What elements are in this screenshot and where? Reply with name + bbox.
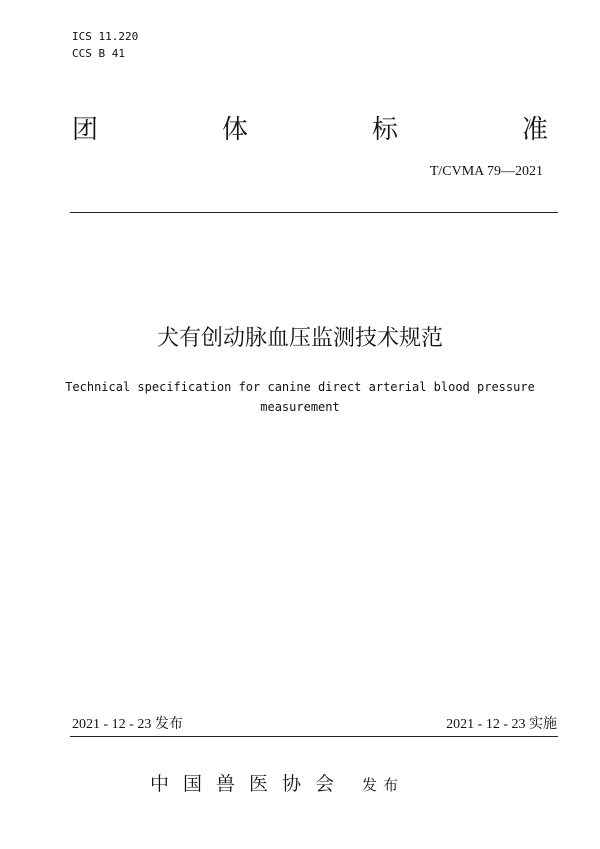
issuer-block <box>150 771 404 798</box>
title-char: 标 <box>371 115 398 145</box>
title-char: 团 <box>72 115 99 145</box>
document-title-en <box>40 377 560 417</box>
document-title-cn: 犬有创动脉血压监测技术规范 <box>156 326 443 351</box>
implementation-date: 2021 - 12 - 23 实施 <box>446 717 557 732</box>
ics-code: ICS 11.220 <box>72 30 139 43</box>
issuer-name: 中国兽医协会 <box>150 773 349 795</box>
ccs-code: CCS B 41 <box>72 47 125 60</box>
standard-type-title <box>72 113 548 147</box>
title-char: 体 <box>221 115 248 145</box>
issue-label: 发布 <box>362 776 405 794</box>
standard-code: T/CVMA 79—2021 <box>429 164 543 179</box>
issue-date: 2021 - 12 - 23 发布 <box>72 717 183 732</box>
title-en-line: measurement <box>260 400 340 414</box>
title-char: 准 <box>521 115 548 145</box>
bottom-divider <box>70 736 558 737</box>
title-en-line: Technical specification for canine direct arterial blood pressure <box>65 380 535 394</box>
top-divider <box>70 212 558 213</box>
